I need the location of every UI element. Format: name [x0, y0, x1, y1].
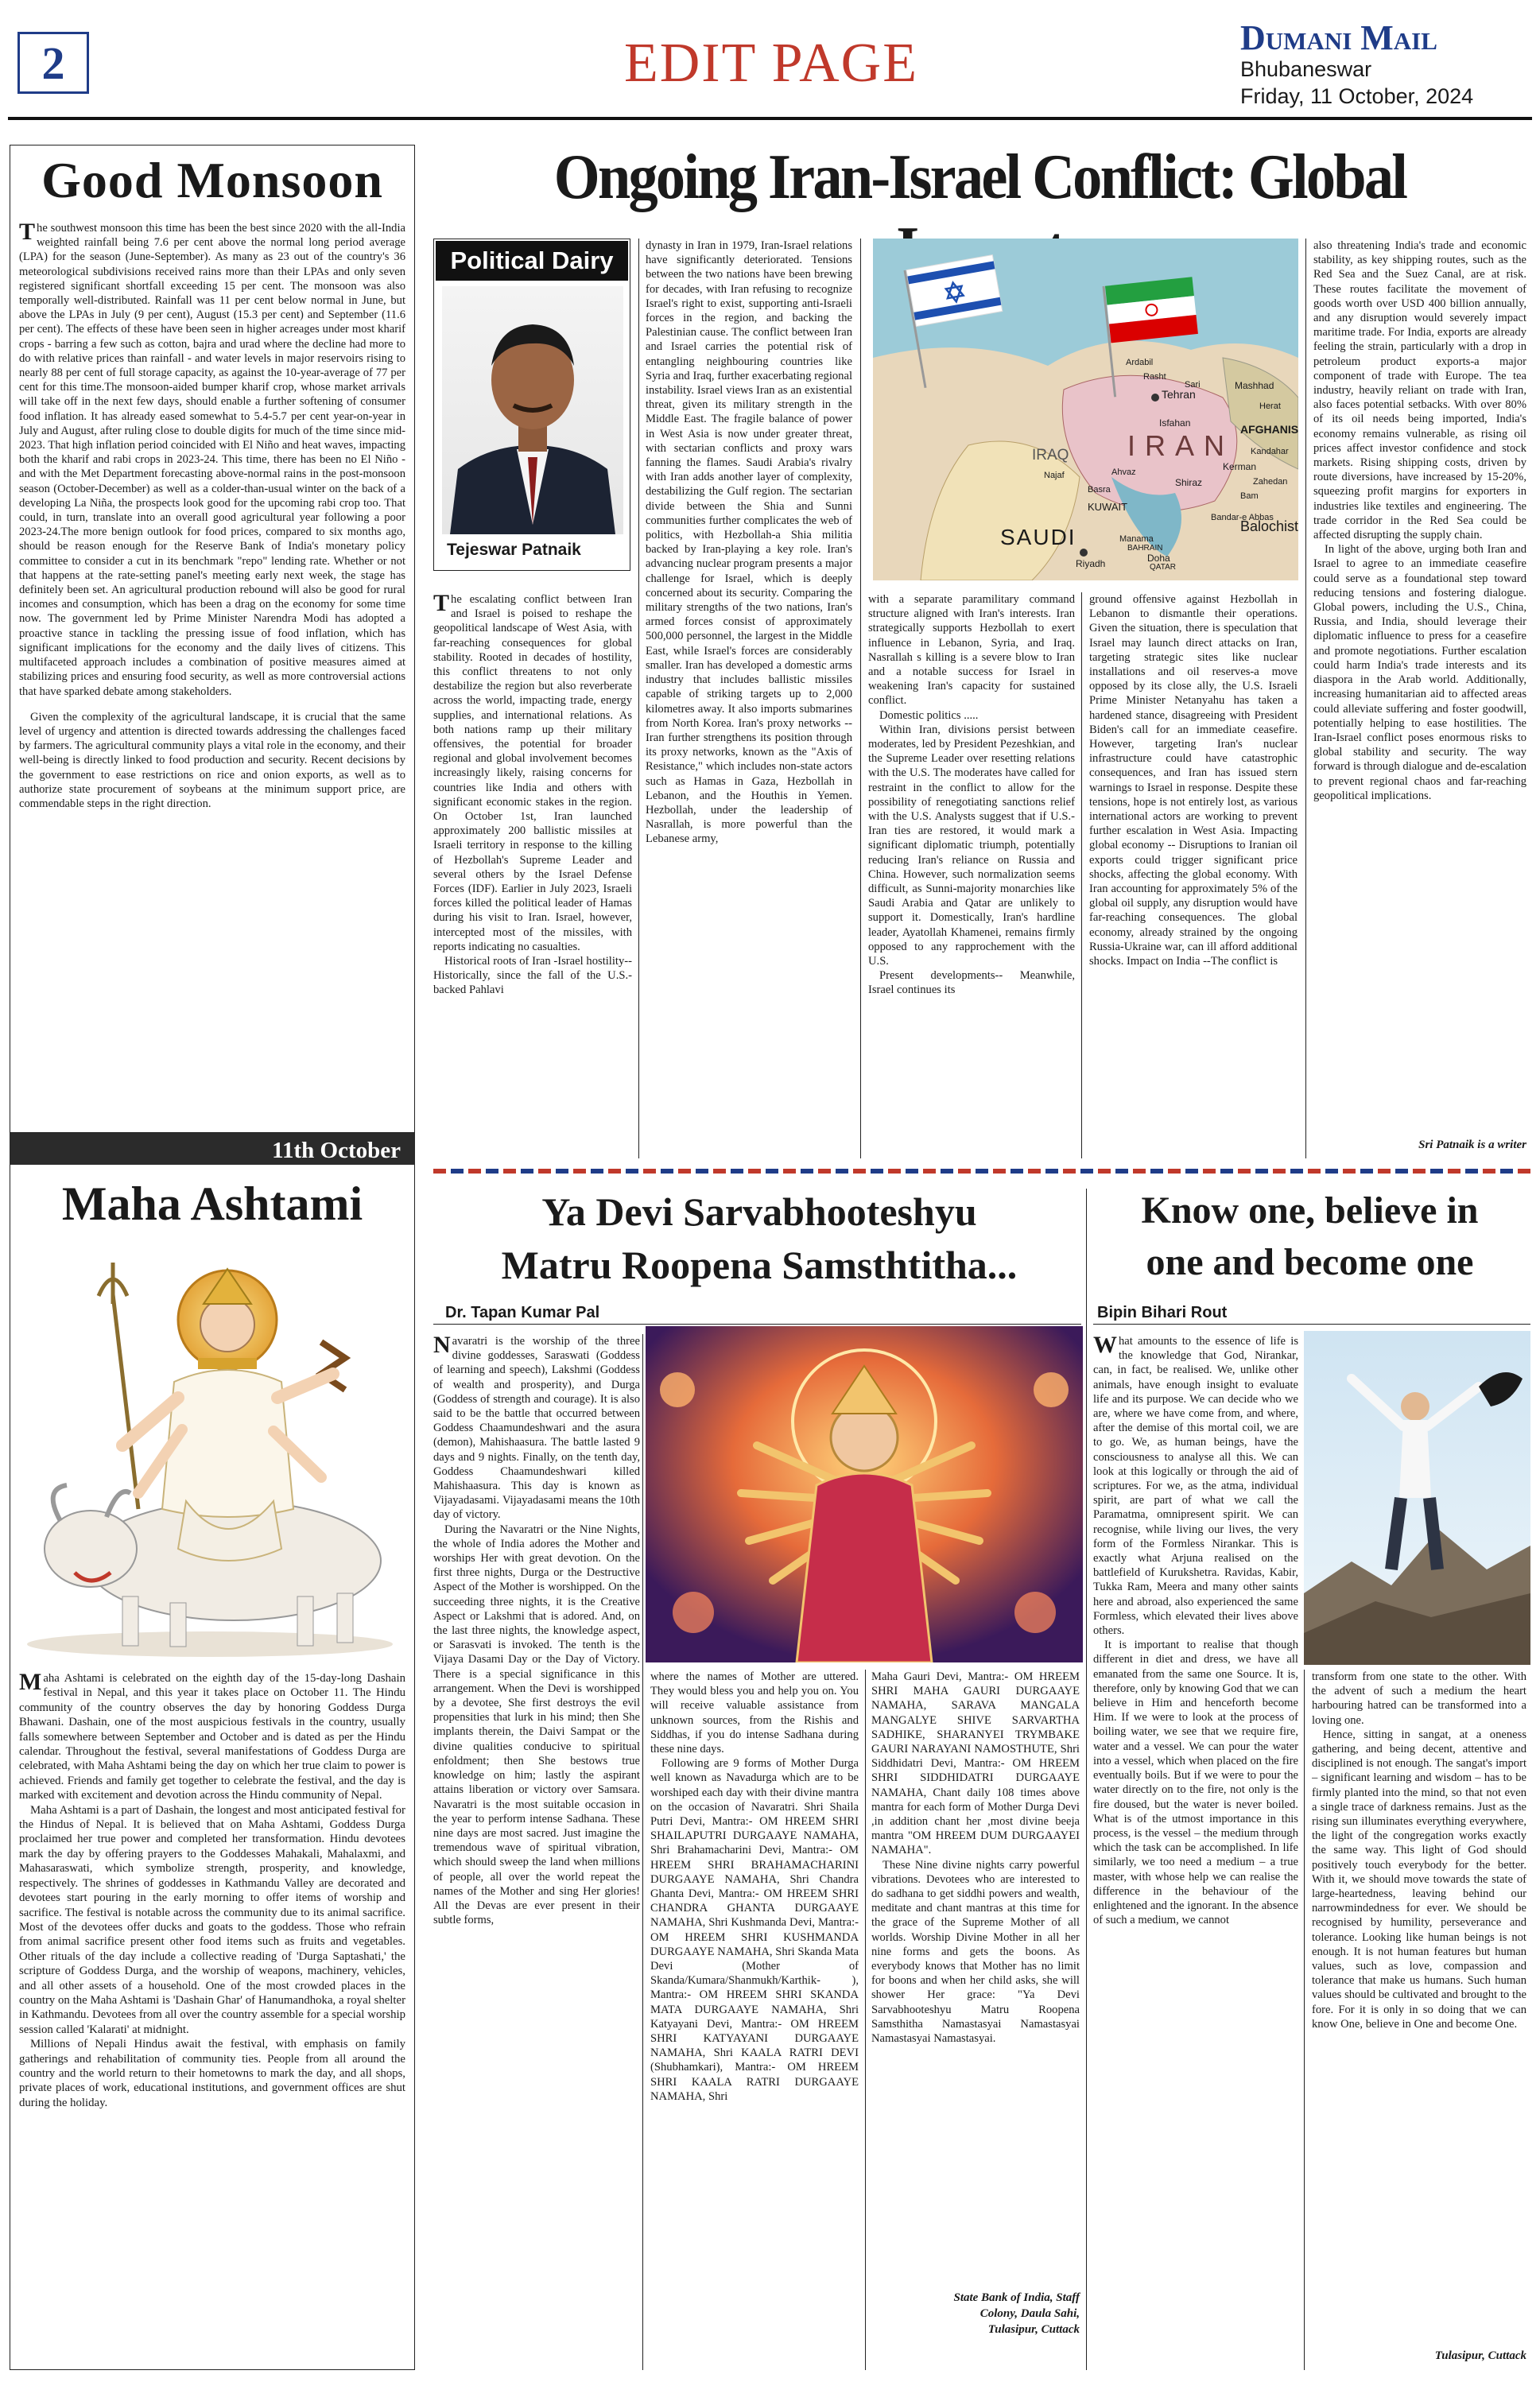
paper-name: Dumani Mail — [1240, 18, 1437, 57]
know-one-col-2 — [1312, 1670, 1526, 2345]
ya-devi-col-2-para-1: where the names of Mother are uttered. They would bless you and help you on. You will receive valuable assistance from unknown sources, from the Rishis and Siddhas, if you do intense Sadhana during these nine days. — [650, 1670, 859, 1756]
map-label-qatar: QATAR — [1150, 563, 1176, 572]
ya-devi-headline-2: Matru Roopena Samsthtitha... — [501, 1243, 1018, 1287]
iran-col-1-para-1: The escalating conflict between Iran and Israel is poised to reshape the geopolitical landscape of West Asia, with far-reaching consequences for global stability. Rooted in decades of hostility, this conflict threatens to not only destabilize the region but also reverberate across the world, impacting trade, energy supplies, and international relations. As both nations ramp up their military offensives, the potential for broader regional and global involvement becomes increasingly likely, raising concerns for countries like India and others with significant economic stakes in the region. On October 1st, Iran launched approximately 200 ballistic missiles at Israeli territory in response to the killing of Hezbollah's Supreme Leader and several others by the Israel Defense Forces (IDF). Earlier in July 2023, Israeli forces killed the political leader of Hamas during his visit to Iran. Israel, however, intercepted most of the missiles, with reports indicating no casualties. — [433, 592, 632, 953]
maha-ashtami-para-2: Maha Ashtami is a part of Dashain, the longest and most anticipated festival for the Hindus of Nepal. It is believed that on Maha Ashtami, Goddess Durga proclaimed her true power and completed her transformation. Hindu devotees mark the day by offering prayers to the Goddesses Mahakali, Mahalaxmi, and Mahasaraswati, which symbolize strength, prosperity, and knowledge, respectively. The shrines of goddesses in Kathmandu Valley are decorated and devotees start pouring in the early morning to offer items of worship and sacrifice. The festival is notable across the community due to its animal sacrifice. Most of the devotees offer ducks and goats to the goddess. Those who refrain from animal sacrifice present other food items such as fruits and vegetables. Other rituals of the day include a collective reading of 'Durga Saptashati,' the scripture of Goddess Durga, and the worship of weapons, machinery, vehicles, and all other assets of a household. One of the most crowded places in the country on the Maha Ashtami is 'Dashain Ghar' of Hanumandhoka, a royal shelter in Kathmandu. Devotees from all over the country assemble for a special worship session called 'Kalarati' at midnight. — [19, 1803, 405, 2036]
date-banner-text: 11th October — [272, 1138, 401, 1163]
know-one-col-1-para-2: It is important to realise that though different in diet and dress, we have all emanated from the same one Source. It is, therefore, only by knowing God that we can believe in Him and henceforth become Him. If we were to look at the process of boiling water, we see that we require fire, water and a vessel. We can pour the water into a vessel, which when placed on the fire eventually boils. But if we were to pour the water directly on to the fire, not only is the fire doused, but the water is never boiled. What is of the utmost importance in this process, is the vessel – the medium through which the task can be accomplished. In life similarly, we too need a medium – a true master, with whose help we can realise the difference in the behaviour of the enlightened and the ignorant. In the absence of such a medium, we cannot — [1093, 1639, 1298, 1927]
maha-ashtami-title: Maha Ashtami — [61, 1177, 363, 1230]
columnist-name: Tejeswar Patnaik — [447, 541, 581, 559]
iran-col-2-para-1: dynasty in Iran in 1979, Iran-Israel relations have significantly deteriorated. Tensions between the two nations have been brewing for decades, with Iran refusing to recognize Israel's right to exist, supporting anti-Israeli forces in the region, and backing the Palestinian cause. The conflict between Iran and Israel carries the potential risk of entangling neighbouring countries like Syria and Iraq, further exacerbating regional instability. Israel views Iran as an existential threat, given its military strength in the Middle East. The fragile balance of power in West Asia is now under greater threat, with sectarian conflicts and proxy wars fanning the flames. Saudi Arabia's rivalry with Iran adds another layer of complexity, destabilizing the Gulf region. The sectarian divide between the Shia and Sunni communities further complicates the web of politics, with Hezbollah-a Shia militia backed by Iran-playing a key role. Iran's advancing nuclear program presents a major challenge for Israel, which is deeply concerned about its security. Comparing the military strengths of the two nations, Iran's armed forces consist of approximately 500,000 personnel, the largest in the Middle East, while Israel's forces are considerably smaller. Iran has developed a domestic arms industry that includes ballistic missiles capable of striking targets up to 2,000 kilometres away. It also imports submarines from North Korea. Iran's proxy networks -- Iran further strengthens its position through its proxy networks, known as the "Axis of Resistance," which includes non-state actors such as Hamas in Gaza, Hezbollah in Lebanon, and the Houthis in Yemen. Hezbollah, under the leadership of Nasrallah, is more powerful than the Lebanese army, — [646, 239, 852, 846]
iran-signoff: Sri Patnaik is a writer — [1418, 1139, 1526, 1151]
ya-devi-col-3-para-2: These Nine divine nights carry powerful vibrations. Devotees who are interested to do sadhana to get siddhi powers and wealth, meditate and chant mantras at this time for the grace of the Supreme Mother of all worlds. Worship Divine Mother in all her nine forms and gets the boons. As everybody knows that Mother has no limit for boons and when her child asks, she will shower Her grace: "Ya Devi Sarvabhooteshyu Matru Roopena Samsthitha Namastasyai Namastasyai Namastasyai Namastasyai. — [871, 1858, 1080, 2046]
map-label-bam: Bam — [1240, 491, 1259, 501]
ya-devi-byline-rule — [433, 1324, 1081, 1325]
map-label-balochistan: Balochist — [1240, 518, 1298, 534]
know-one-col-2-para-1: transform from one state to the other. With the advent of such a medium the heart harbouring hatred can be transformed into a loving one. — [1312, 1670, 1526, 1727]
paper-city: Bhubaneswar — [1240, 57, 1372, 81]
iran-col-3-para-3: Within Iran, divisions persist between moderates, led by President Pezeshkian, and the Supreme Leader over resetting relations with the U.S. The moderates have called for restraint in the conflict to allow for the possibility of renegotiating sanctions relief with the U.S. Analysts suggest that if U.S.-Iran ties are restored, it would mark a significant diplomatic triumph, potentially reducing Iran's reliance on Russia and China. However, such normalization seems difficult, as Sunni-majority monarchies like Saudi Arabia and Qatar are unlikely to support it. Domestically, Iran's hardline leader, Ayatollah Khamenei, remains firmly opposed to any rapprochement with the U.S. — [868, 723, 1075, 968]
goddess-on-bull-icon — [19, 1247, 405, 1662]
middle-east-map-icon — [873, 239, 1298, 580]
map-label-saudi: SAUDI — [1000, 525, 1076, 549]
good-monsoon-body — [19, 221, 405, 1127]
map-label-afghanistan: AFGHANIS — [1240, 423, 1298, 436]
map-label-doha: Doha — [1147, 553, 1170, 564]
iran-israel-headline: Ongoing Iran-Israel Conflict: Global — [553, 142, 1406, 212]
know-one-author: Bipin Bihari Rout — [1097, 1304, 1228, 1321]
ya-devi-col-1-para-2: During the Navaratri or the Nine Nights, the whole of India adores the Mother and worships Her with great devotion. On the first three nights, Durga or the Destructive Aspect of the Mother is worshipped. On the succeeding three nights, it is the Creative Aspect or Lakshmi that is adored. And, on the last three nights, the knowledge aspect, or Sarasvati is invoked. The tenth is the Vijaya Dasami Day or the Day of Victory. There is a special significance in this arrangement. When the Devi is worshipped by a devotee, She first destroys the evil propensities that lurk in his mind; then She implants therein, the Daivi Sampat or the divine qualities conducive to spiritual enfoldment; then She bestows true knowledge on him; lastly the aspirant attains liberation or victory over Samsara. Navaratri is the most suitable occasion in the year to perform intense Sadhana. These nine days are most sacred. Just imagine the tremendous wave of spiritual vibration, which should sweep the land when millions of people, all over the world repeat the names of the Mother and sing Her glories! All the Devas are ever present in their subtle forms, — [433, 1523, 640, 1927]
good-monsoon-para-1: The southwest monsoon this time has been the best since 2020 with the all-India weighted rainfall being 7.6 per cent above the normal long period average (LPA) for the season (June-September). As many as 23 out of the country's 36 meteorological subdivisions received rains more than their LPAs and only seven registered significant shortfall exceeding 15 per cent. The monsoon was also temporally well-distributed. Rainfall was 11 per cent below normal in June, but above the LPAs in July (9 per cent), August (15.3 per cent) and September (11.6 per cent). The effects of these have been seen in higher acreages under most kharif crops - barring a few such as cotton, bajra and urad where the decline had more to do with relative prices than rainfall - and water levels in major reservoirs rising to nearly 88 per cent of full storage capacity, as against the 10-year-average of 77 per cent for this time.The monsoon-aided bumper kharif crop, whose market arrivals will take off in the next few days, should enable a further softening of consumer food inflation. It has already eased somewhat to 5.4-5.7 per cent year-on-year in July and August, after ruling close to double digits for much of the time since mid-2023. That high inflation period coincided with El Niño and heat waves, impacting both the kharif and rabi crops in 2023-24. This time, there has been no El Niño - and with the Met Department forecasting above-normal rains in the post-monsoon season (October-December) as well as a colder-than-usual winter on the back of a developing La Niña, the prospects look good for the upcoming rabi crop too. That could, in turn, translate into an overall good agricultural year following a poor 2023-24.The more benign outlook for food prices, compared to six months ago, should be reason enough for the Reserve Bank of India's monetary policy committee to consider a cut in its benchmark "repo" lending rate. Whether or not that happens at the rate-setting panel's meeting early next week, the stage has definitely been set. An agricultural production rebound will also be good for rural incomes and consumption, which has been a drag on the economy for some time now. The government led by Prime Minister Narendra Modi has adopted a proactive stance in tackling the pressing issue of food inflation, which has significant implications for the economy and the daily lives of citizens. This multifaceted approach includes a combination of positive measures aimed at stabilizing prices and ensuring food security, as well as more controversial actions that have sparked debate among stakeholders. — [19, 221, 405, 698]
iran-col-3-para-2: Domestic politics ..... — [879, 708, 979, 722]
map-label-zahedan: Zahedan — [1253, 477, 1288, 487]
column-label-badge — [436, 241, 628, 281]
good-monsoon-title: Good Monsoon — [41, 152, 383, 208]
maha-ashtami-body — [19, 1671, 405, 2365]
col-divider — [638, 239, 639, 1158]
col-divider — [865, 1670, 866, 2370]
paper-date: Friday, 11 October, 2024 — [1240, 84, 1474, 108]
map-label-iran: IRAN — [1127, 429, 1235, 462]
know-one-signoff: Tulasipur, Cuttack — [1434, 2349, 1526, 2362]
map-label-herat: Herat — [1259, 402, 1281, 411]
col-divider — [1081, 592, 1082, 1158]
map-label-kerman: Kerman — [1223, 461, 1257, 472]
column-label: Political Dairy — [450, 246, 614, 274]
map-label-bahrain: BAHRAIN — [1127, 544, 1163, 553]
know-one-photo — [1304, 1331, 1530, 1665]
good-monsoon-para-2: Given the complexity of the agricultural landscape, it is crucial that the same level of urgency and attention is directed towards addressing the challenges faced by farmers. The agricultural community plays a vital role in the economy, and their well-being is directly linked to food production and security. Recent decisions by the government to ease restrictions on rice and onion exports, as well as to authorize state procurement of soybeans at the minimum support price, are commendable steps in the right direction. — [19, 710, 405, 810]
map-label-tehran: Tehran — [1162, 388, 1196, 401]
map-label-mashhad: Mashhad — [1235, 380, 1274, 391]
ya-devi-col-3 — [871, 1670, 1080, 2262]
iran-col-1 — [433, 592, 632, 1158]
ya-devi-author: Dr. Tapan Kumar Pal — [445, 1304, 600, 1321]
know-one-col-1-para-1: What amounts to the essence of life is the knowledge that God, Nirankar, can, in fact, be realised. We, unlike other animals, have enough insight to evaluate life and its purpose. We can decide who we are, where we have come from, and where, after the demise of this mortal coil, we are to go. We, as human beings, have the consciousness to analyse all this. We can look at this logically or through the aid of scriptures. For we, as the atma, individual spirit, are part of what we call the Paramatma, omnipresent spirit. We can recognise, while living our lives, the very form of the Formless Nirankar. This is exactly what Arjuna realised on the battlefield of Kurukshetra. Ravidas, Kabir, Tukka Ram, Meera and many other saints here and abroad, also experienced the same Formless, which elevated their lives above others. — [1093, 1334, 1298, 1638]
durga-illustration — [646, 1326, 1083, 1662]
map-label-isfahan: Isfahan — [1159, 417, 1191, 429]
iran-col-3 — [868, 592, 1075, 1158]
col-divider — [642, 1334, 643, 2370]
author-photo — [442, 286, 623, 534]
author-portrait-icon — [442, 286, 623, 534]
map-label-ahvaz: Ahvaz — [1111, 467, 1136, 477]
section-ornament-divider — [433, 1169, 1530, 1174]
map-label-kandahar: Kandahar — [1251, 447, 1289, 456]
map-label-rasht: Rasht — [1143, 372, 1166, 382]
col-divider — [1086, 1189, 1087, 2370]
iran-col-5-para-1: also threatening India's trade and economic stability, as key shipping routes, such as the Red Sea and the Suez Canal, are at risk. These routes facilitate the movement of goods worth over USD 400 billion annually, and any disruption would severely impact maritime trade. For India, exports are already feeling the strain, particularly with a drop in petroleum product exports-a major component of trade with Europe. The tea industry, heavily reliant on trade with Iran, also faces potential setbacks. With over 80% of its oil needs being imported, India's economy remains vulnerable, as rising oil prices affect investor confidence and stock markets. Rising shipping costs, driven by route diversions, have increased by 15-20%, squeezing profit margins for exporters in industries like textiles and engineering. The trade corridor in the Red Sea could be affected disrupting the supply chain. — [1313, 239, 1526, 542]
maha-ashtami-para-3: Millions of Nepali Hindus await the festival, with emphasis on family gatherings and rehabilitation of community ties. People from all around the country and the world return to their hometowns to mark the day, and all shops, private places of work, educational institutions, and government offices are shut during the holiday. — [19, 2038, 405, 2109]
map-label-riyadh: Riyadh — [1076, 558, 1106, 569]
iran-col-5 — [1313, 239, 1526, 1137]
iran-col-4 — [1089, 592, 1298, 1158]
know-one-col-1 — [1093, 1334, 1298, 2370]
col-divider — [1304, 1670, 1305, 2370]
map-label-sari: Sari — [1185, 380, 1201, 390]
man-on-mountain-icon — [1304, 1331, 1530, 1665]
ya-devi-col-2-para-2: Following are 9 forms of Mother Durga well known as Navadurga which are to be worshiped each day with their divine mantra on the occasion of Navaratri. Shri Shaila Putri Devi, Mantra:- OM HREEM SHRI SHAILAPUTRI DURGAAYE NAMAHA, Shri Brahamacharini Devi, Mantra:- OM HREEM SHRI BRAHAMACHARINI DURGAAYE NAMAHA, Shri Chandra Ghanta Devi, Mantra:- OM HREEM SHRI CHANDRA GHANTA DURGAAYE NAMAHA, Shri Kushmanda Devi, Mantra:- OM HREEM SHRI KUSHMANDA DURGAAYE NAMAHA, Shri Skanda Mata Devi (Mother of Skanda/Kumara/Shanmukh/Karthik- ), Mantra:- OM HREEM SHRI SKANDA MATA DURGAAYE NAMAHA, Shri Katyayani Devi, Mantra:- OM HREEM SHRI KATYAYANI DURGAAYE NAMAHA, Shri KAALA RATRI DEVI (Shubhamkari), Mantra:- OM HREEM SHRI KAALA RATRI DURGAAYE NAMAHA, Shri — [650, 1757, 859, 2103]
map-label-iraq: IRAQ — [1032, 447, 1069, 464]
section-title: EDIT PAGE — [624, 33, 918, 94]
ya-devi-col-1-para-1: Navaratri is the worship of the three divine goddesses, Saraswati (Goddess of learning and speech), Lakshmi (Goddess of wealth and prosperity), and Durga (Goddess of strength and courage). It is also said to be the battle that occurred between Goddess Chaamundeshwari and the asura (demon), Mahishaasura. The battle lasted 9 days and 9 nights. Finally, on the tenth day, Goddess Chaamundeshwari killed Mahishaasura. This day is known as Vijayadasami. Vijayadasami means the 10th day of victory. — [433, 1334, 640, 1522]
ya-devi-signoff-line-1: State Bank of India, Staff — [953, 2291, 1080, 2304]
ya-devi-col-3-para-1: Maha Gauri Devi, Mantra:- OM HREEM SHRI MAHA GAURI DURGAAYE NAMAHA, SARAVA MANGALA MANGALYE SHIVE SARVARTHA SADHIKE, SHARANYEI TRYMBAKE GAURI NARAYANI NAMOSTHUTE, Shri Siddhidatri Devi, Mantra:- OM HREEM SHRI SIDDHIDATRI DURGAAYE NAMAHA, Chant daily 108 times above mantra for each form of Mother Durga Devi ,in addition chant her ,most divine beeja mantra "OM HREEM DUM DURGAAYEI NAMAHA". — [871, 1670, 1080, 1857]
iran-col-3-para-1: with a separate paramilitary command structure aligned with Iran's interests. Iran strategically supports Hezbollah to exert influence in Lebanon, Syria, and Iraq. Nasrallah s killing is a severe blow to Iran and a notable success for Israel in weakening Iran's capacity for sustained conflict. — [868, 593, 1075, 708]
iran-col-1-para-2: Historical roots of Iran -Israel hostility-- Historically, since the fall of the U.S.-backed Pahlavi — [433, 955, 632, 997]
map-label-shiraz: Shiraz — [1175, 477, 1203, 488]
page-number: 2 — [41, 37, 65, 89]
col-divider — [860, 239, 861, 1158]
ya-devi-signoff-line-3: Tulasipur, Cuttack — [987, 2323, 1080, 2336]
iran-col-2 — [646, 239, 852, 1158]
date-banner — [10, 1133, 415, 1165]
maha-ashtami-para-1: Maha Ashtami is celebrated on the eighth day of the 15-day-long Dashain festival in Nepal, and this year it takes place on October 11. The Hindu community of the country observes the day by honoring Goddess Durga Bhawani. Dashain, one of the most auspicious festivals in the country, usually falls somewhere between September and October and is dated as per the Hindu calendar. Throughout the festival, several manifestations of Goddess Durga are celebrated, with Maha Ashtami being the day on which her true claim to power is achieved. Friends and family get together to celebrate the festival, and the day is marked with excitement and devotion across the Hindu community of Nepal. — [19, 1671, 405, 1802]
maha-ashtami-illustration — [19, 1247, 405, 1662]
page-number-box — [17, 32, 89, 94]
ya-devi-signoff — [871, 2290, 1080, 2337]
col-divider — [1305, 239, 1306, 1158]
map-label-manama: Manama — [1119, 534, 1154, 544]
iran-col-3-para-4: Present developments-- Meanwhile, Israel continues its — [868, 969, 1075, 997]
map-image — [873, 239, 1298, 580]
know-one-byline-rule — [1093, 1324, 1530, 1325]
know-one-col-2-para-2: Hence, sitting in sangat, at a oneness gathering, and being decent, attentive and disciplined is not enough. The sangat's import – significant learning and wisdom – has to be firmly planted into the mind, so that not even a single trace of darkness remains. Just as the rising sun illuminates everything everywhere, the light of the congregation works exactly the same way. This light of God should positively touch everybody for the better. With it, we should move towards the state of large-heartedness, leaving behind our narrowmindedness for ever. We should be recognised by humility, perseverance and tolerance. Looking like human beings is not enough. It is not human features but human values, such as love, compassion and tolerance that make us humans. Such human values should be cultivated and brought to the fore. For it is only in so doing that we can know One, believe in One and become One. — [1312, 1728, 1526, 2031]
ya-devi-headline-1: Ya Devi Sarvabhooteshyu — [541, 1189, 977, 1234]
durga-multi-armed-icon — [646, 1326, 1083, 1662]
map-label-ardabil: Ardabil — [1126, 358, 1154, 367]
map-label-najaf: Najaf — [1044, 471, 1065, 480]
map-label-bandar-abbas: Bandar-e Abbas — [1211, 513, 1274, 522]
know-one-headline-2: one and become one — [1146, 1241, 1474, 1283]
know-one-headline-1: Know one, believe in — [1141, 1189, 1479, 1232]
ya-devi-signoff-line-2: Colony, Daula Sahi, — [979, 2307, 1080, 2320]
map-label-kuwait: KUWAIT — [1088, 501, 1128, 513]
ya-devi-col-2 — [650, 1670, 859, 2370]
iran-col-4-para-1: ground offensive against Hezbollah in Lebanon to dismantle their operations. Given the situation, there is speculation that Israel may launch direct attacks on Iran, targeting strategic sites like nuclear installations and oil reserves-a move opposed by its close ally, the U.S. Israeli Prime Minister Netanyahu has taken a hardened stance, disagreeing with President Biden's call for an immediate ceasefire. However, targeting Iran's nuclear infrastructure could have catastrophic consequences, and Iran has issued stern warnings to Israel in response. Despite these tensions, hope is not entirely lost, as various international actors are working to prevent further escalation in West Asia. Impacting global economy -- Disruptions to Iranian oil exports could trigger significant price shocks, affecting the global economy. With Iran accounting for approximately 5% of the global oil supply, any disruption would have far-reaching consequences. The global economy, already strained by the ongoing Russia-Ukraine war, can ill afford additional shocks. Impact on India --The conflict is — [1089, 593, 1298, 968]
masthead-rule — [8, 117, 1532, 120]
ya-devi-col-1 — [433, 1334, 640, 2370]
iran-col-5-para-2: In light of the above, urging both Iran and Israel to agree to an immediate ceasefire could serve as a foundational step toward reducing tensions and fostering dialogue. Global powers, including the U.S., China, Russia, and India, should leverage their diplomatic influence to press for a ceasefire and promote negotiations. Further escalation could harm India's trade interests and its diaspora in the Arab world. Additionally, increasing humanitarian aid to affected areas could alleviate suffering and foster goodwill, potentially helping to ease hostilities. The Iran-Israel conflict poses enormous risks to global stability and security. The way forward is through dialogue and de-escalation to prevent regional chaos and far-reaching geopolitical implications. — [1313, 543, 1526, 802]
map-label-basra: Basra — [1088, 485, 1111, 495]
